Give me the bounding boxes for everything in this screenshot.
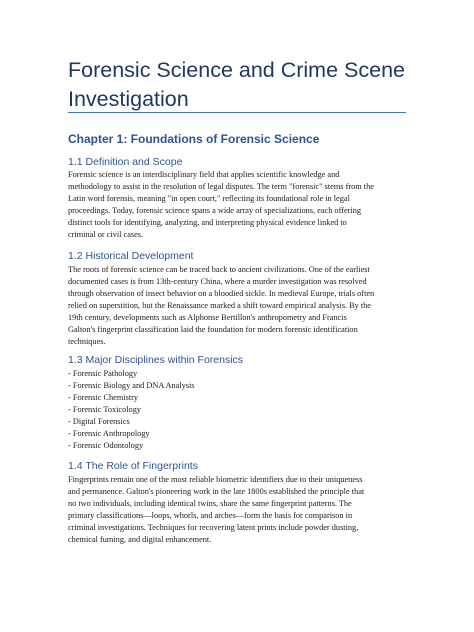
paragraph-line: chemical fuming, and digital enhancement.	[68, 535, 212, 544]
section-heading-definition-scope: 1.1 Definition and Scope	[68, 156, 183, 168]
paragraph-line: criminal investigations. Techniques for recovering latent prints include powder dusting,	[68, 523, 359, 532]
paragraph-line: and permanence. Galton's pioneering work in the late 1800s established the principle that	[68, 487, 365, 496]
paragraph-line: techniques.	[68, 337, 106, 346]
section-heading-role-of-fingerprints: 1.4 The Role of Fingerprints	[68, 460, 198, 472]
paragraph-line: The roots of forensic science can be traced back to ancient civilizations. One of the earliest	[68, 265, 370, 274]
section-paragraph-definition-scope	[68, 169, 408, 241]
paragraph-line: distinct tools for identifying, analyzing, and interpreting physical evidence linked to	[68, 218, 347, 227]
section-paragraph-role-of-fingerprints	[68, 474, 408, 546]
document-title: Forensic Science and Crime Scene Investigation	[68, 58, 405, 111]
section-heading-historical-development: 1.2 Historical Development	[68, 250, 194, 262]
paragraph-line: primary classifications—loops, whorls, and arches—form the basis for comparison in	[68, 511, 353, 520]
list-item: - Forensic Anthropology	[68, 429, 150, 438]
list-item: - Forensic Biology and DNA Analysis	[68, 381, 195, 390]
paragraph-line: documented cases is from 13th-century China, where a murder investigation was resolved	[68, 277, 367, 286]
paragraph-line: criminal or civil cases.	[68, 230, 144, 239]
paragraph-line: methodology to assist in the resolution of legal disputes. The term "forensic" stems from the	[68, 182, 374, 191]
paragraph-line: proceedings. Today, forensic science spans a wide array of specializations, each offering	[68, 206, 361, 215]
paragraph-line: Latin word forensis, meaning "in open court," reflecting its foundational role in legal	[68, 194, 350, 203]
section-paragraph-historical-development	[68, 264, 408, 348]
list-item: - Forensic Pathology	[68, 369, 138, 378]
chapter-heading: Chapter 1: Foundations of Forensic Science	[68, 132, 320, 146]
list-item: - Digital Forensics	[68, 417, 130, 426]
paragraph-line: Forensic science is an interdisciplinary field that applies scientific knowledge and	[68, 170, 340, 179]
list-item: - Forensic Chemistry	[68, 393, 139, 402]
paragraph-line: Galton's fingerprint classification laid the foundation for modern forensic identification	[68, 325, 358, 334]
paragraph-line: no two individuals, including identical twins, share the same fingerprint patterns. The	[68, 499, 352, 508]
title-underline-rule	[68, 112, 406, 113]
list-item: - Forensic Odontology	[68, 441, 144, 450]
paragraph-line: relied on superstition, but the Renaissance marked a shift toward empirical analysis. By the	[68, 301, 371, 310]
paragraph-line: Fingerprints remain one of the most reliable biometric identifiers due to their uniqueness	[68, 475, 363, 484]
disciplines-list	[68, 368, 408, 452]
list-item: - Forensic Toxicology	[68, 405, 142, 414]
section-heading-major-disciplines: 1.3 Major Disciplines within Forensics	[68, 354, 244, 366]
paragraph-line: 19th century, developments such as Alphonse Bertillon's anthropometry and Francis	[68, 313, 347, 322]
paragraph-line: through observation of insect behavior on a bloodied sickle. In medieval Europe, trials often	[68, 289, 375, 298]
